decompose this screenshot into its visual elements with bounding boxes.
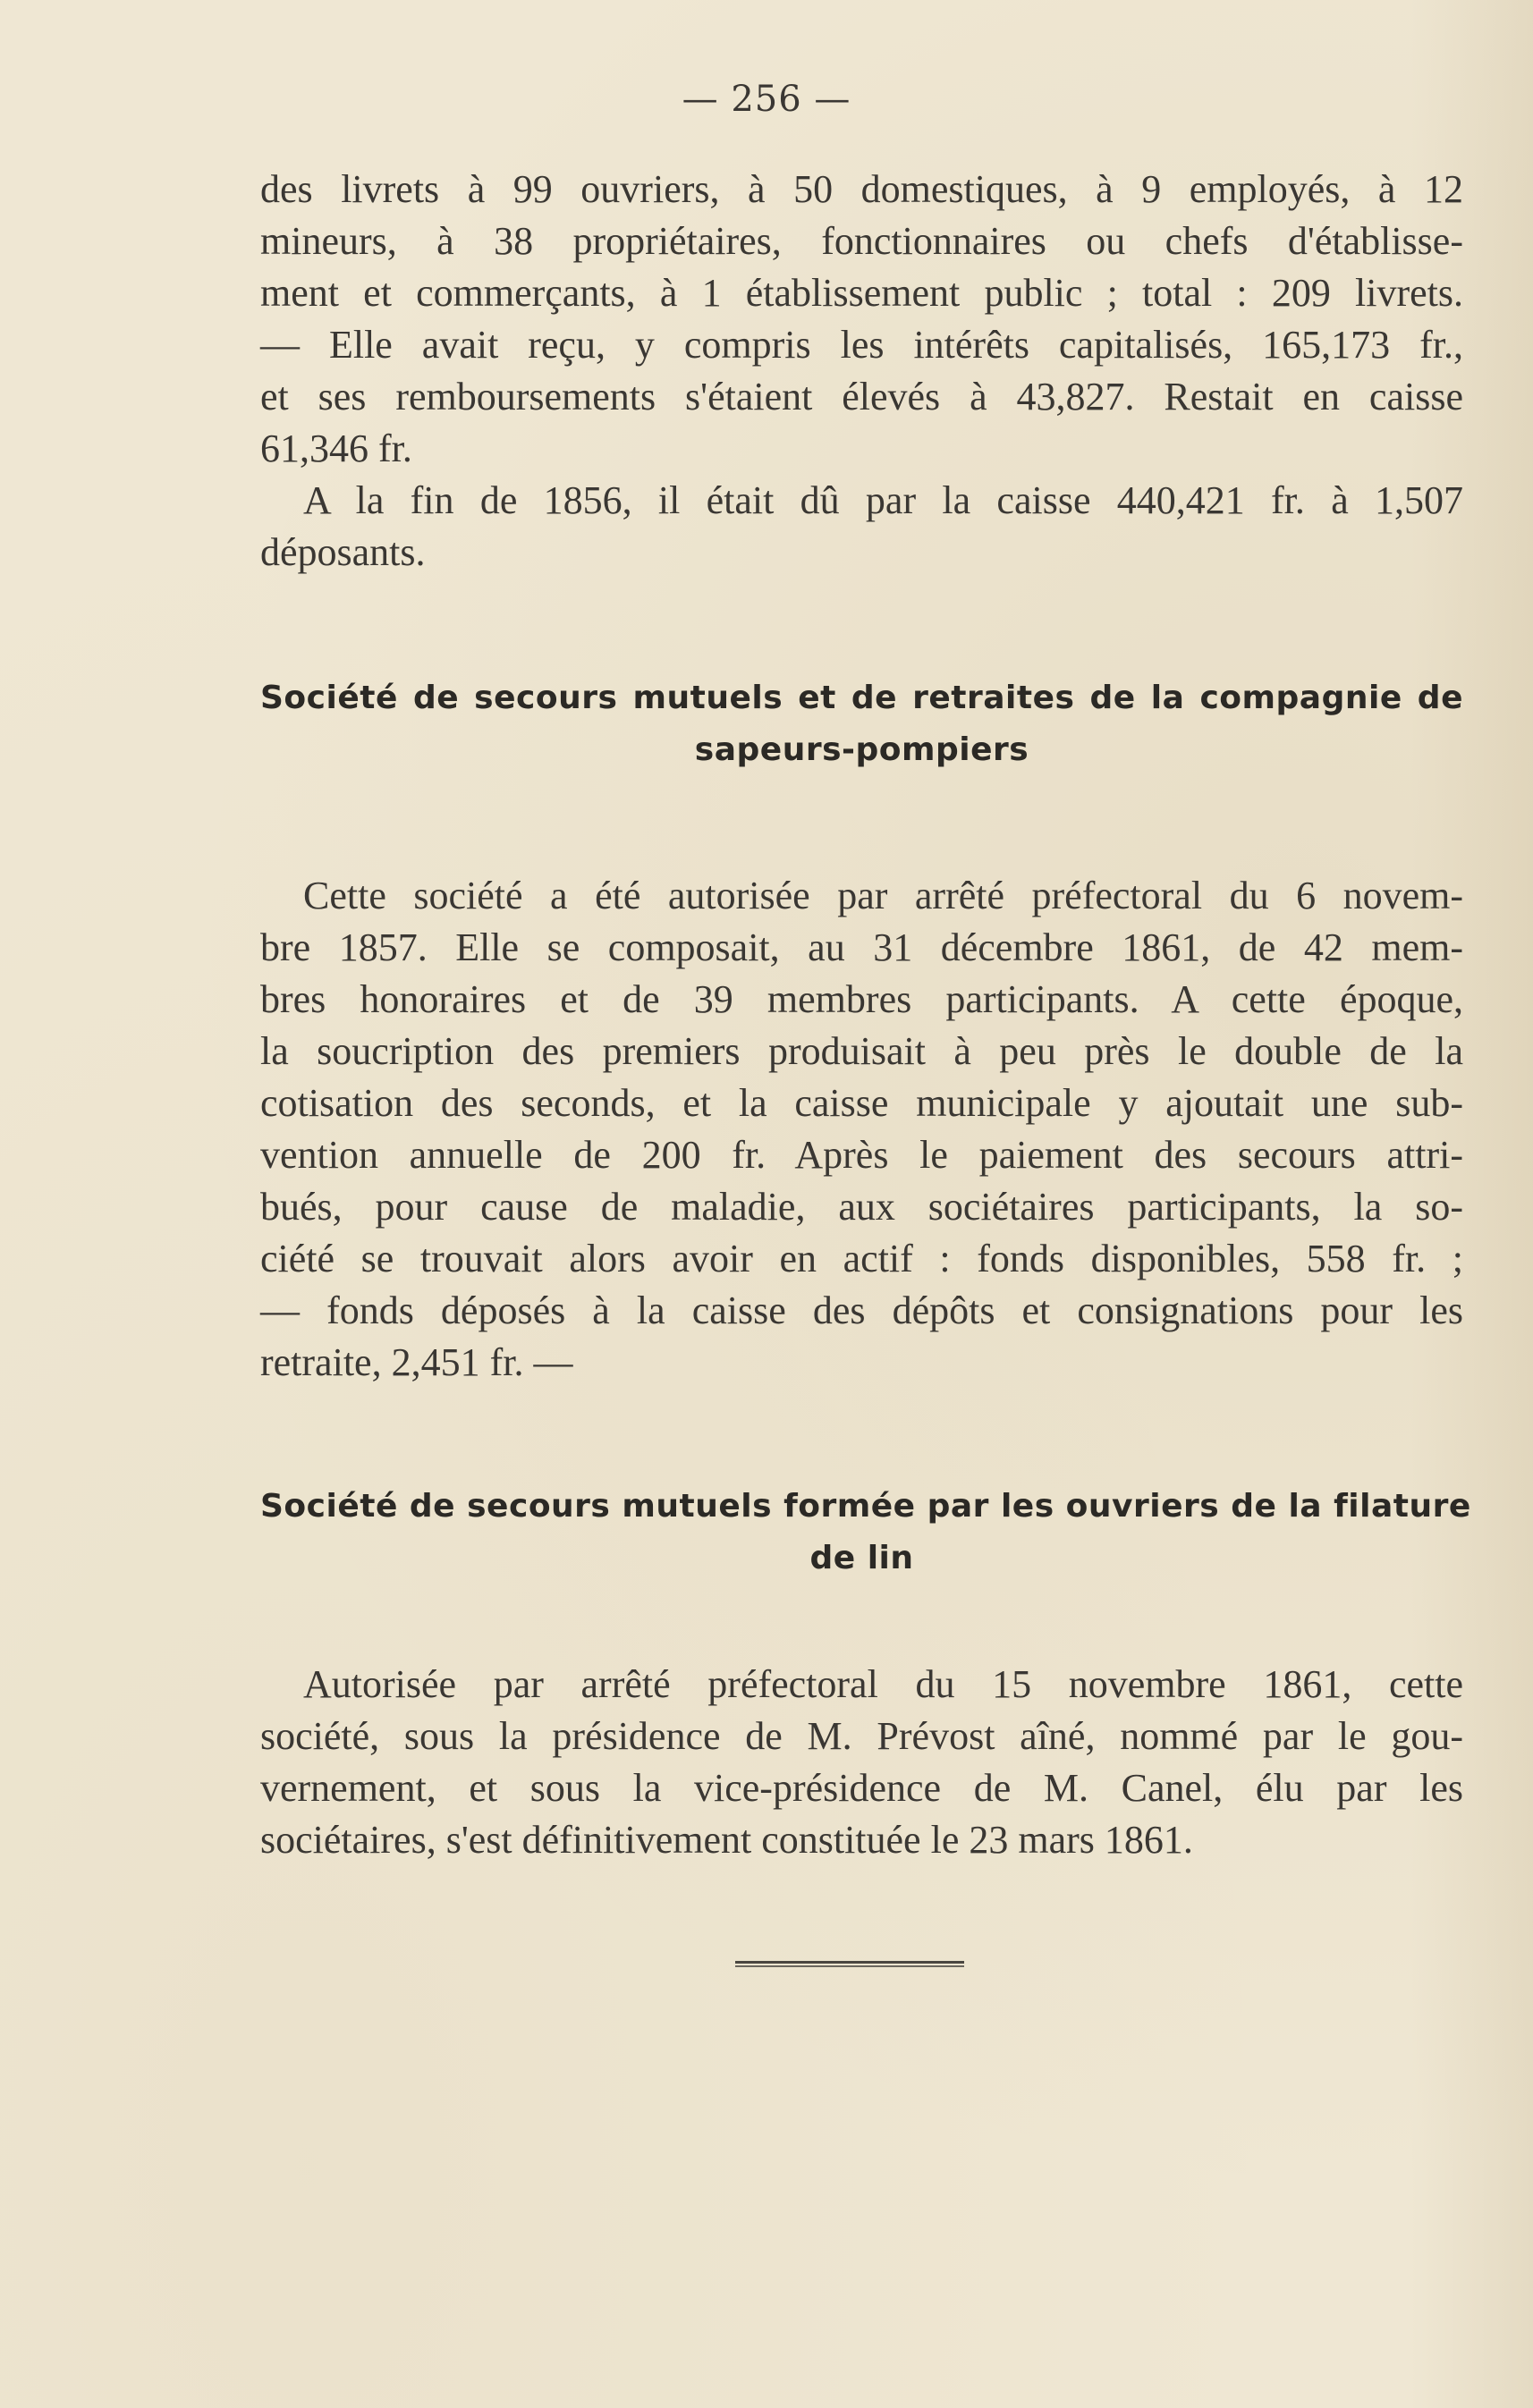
text-line: Cette société a été autorisée par arrêté préfectoral du 6 novem- <box>303 874 1463 917</box>
text-line: et ses remboursements s'étaient élevés à 43,827. Restait en caisse <box>260 375 1463 418</box>
end-rule <box>735 1961 964 1964</box>
end-rule-secondary <box>735 1965 964 1967</box>
text-line: retraite, 2,451 fr. — <box>260 1340 573 1384</box>
heading-line: de lin <box>809 1540 914 1576</box>
text-line: vention annuelle de 200 fr. Après le paiement des secours attri- <box>260 1133 1463 1177</box>
text-line: la soucription des premiers produisait à peu près le double de la <box>260 1029 1463 1073</box>
section-heading-sapeurs-pompiers <box>260 672 1463 776</box>
text-line: cotisation des seconds, et la caisse municipale y ajoutait une sub- <box>260 1081 1463 1125</box>
text-line: mineurs, à 38 propriétaires, fonctionnaires ou chefs d'établisse- <box>260 219 1463 263</box>
text-line: des livrets à 99 ouvriers, à 50 domestiques, à 9 employés, à 12 <box>260 167 1463 211</box>
section-heading-filature-de-lin <box>260 1481 1471 1584</box>
text-line: 61,346 fr. <box>260 427 412 470</box>
text-line: déposants. <box>260 530 426 574</box>
text-line: bres honoraires et de 39 membres participants. A cette époque, <box>260 977 1463 1021</box>
heading-line: Société de secours mutuels formée par les ouvriers de la filature <box>260 1488 1471 1525</box>
heading-line: Société de secours mutuels et de retraites de la compagnie de <box>260 680 1463 716</box>
text-line: A la fin de 1856, il était dû par la caisse 440,421 fr. à 1,507 <box>303 478 1463 522</box>
paragraph-sapeurs-pompiers <box>260 870 1463 1389</box>
text-line: — fonds déposés à la caisse des dépôts et consignations pour les <box>260 1288 1463 1332</box>
text-line: société, sous la présidence de M. Prévost aîné, nommé par le gou- <box>260 1714 1463 1758</box>
paragraph-filature-de-lin <box>260 1659 1463 1866</box>
heading-line: sapeurs-pompiers <box>694 731 1029 768</box>
text-line: ment et commerçants, à 1 établissement public ; total : 209 livrets. <box>260 271 1463 315</box>
text-line: sociétaires, s'est définitivement constituée le 23 mars 1861. <box>260 1818 1193 1862</box>
text-line: vernement, et sous la vice-présidence de M. Canel, élu par les <box>260 1766 1463 1810</box>
text-line: Autorisée par arrêté préfectoral du 15 novembre 1861, cette <box>303 1662 1463 1706</box>
text-line: — Elle avait reçu, y compris les intérêts capitalisés, 165,173 fr., <box>260 323 1463 367</box>
text-line: bre 1857. Elle se composait, au 31 décembre 1861, de 42 mem- <box>260 925 1463 969</box>
page-number: — 256 — <box>682 79 851 120</box>
paragraph-livrets <box>260 164 1463 579</box>
text-line: bués, pour cause de maladie, aux sociétaires participants, la so- <box>260 1185 1463 1229</box>
text-line: ciété se trouvait alors avoir en actif : fonds disponibles, 558 fr. ; <box>260 1237 1463 1280</box>
